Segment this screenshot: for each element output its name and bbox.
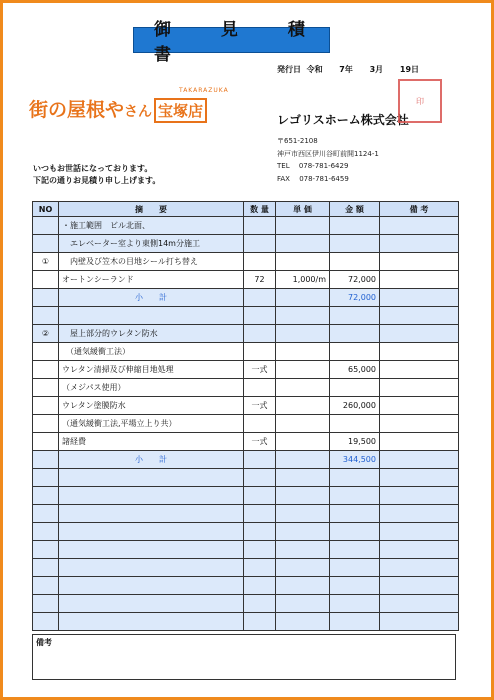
issue-label: 発行日: [277, 65, 301, 74]
table-row: [33, 613, 459, 631]
cell-amount: [330, 505, 380, 523]
cell-quantity: [244, 217, 276, 235]
cell-remarks: [380, 559, 459, 577]
cell-quantity: [244, 469, 276, 487]
cell-amount: 72,000: [330, 271, 380, 289]
cell-description: [59, 307, 244, 325]
cell-remarks: [380, 451, 459, 469]
logo-part-1: 街の屋根: [29, 99, 106, 121]
table-row: [33, 307, 459, 325]
cell-remarks: [380, 253, 459, 271]
cell-quantity: [244, 541, 276, 559]
cell-no: [33, 379, 59, 397]
cell-unit-price: [276, 379, 330, 397]
cell-amount: 344,500: [330, 451, 380, 469]
cell-amount: [330, 343, 380, 361]
cell-description: ・施工範囲 ビル北面、: [59, 217, 244, 235]
table-row: [33, 577, 459, 595]
cell-description: [59, 523, 244, 541]
cell-no: [33, 433, 59, 451]
cell-description: 小 計: [59, 289, 244, 307]
cell-remarks: [380, 325, 459, 343]
cell-quantity: 一式: [244, 433, 276, 451]
table-row: [33, 415, 459, 433]
cell-unit-price: [276, 217, 330, 235]
cell-amount: [330, 217, 380, 235]
table-row: [33, 379, 459, 397]
logo-part-3: さん: [124, 104, 153, 120]
cell-quantity: [244, 559, 276, 577]
cell-remarks: [380, 577, 459, 595]
cell-remarks: [380, 595, 459, 613]
cell-remarks: [380, 469, 459, 487]
cell-description: [59, 595, 244, 613]
cell-unit-price: [276, 307, 330, 325]
cell-no: [33, 415, 59, 433]
cell-unit-price: [276, 235, 330, 253]
cell-no: [33, 217, 59, 235]
cell-unit-price: [276, 505, 330, 523]
cell-amount: [330, 307, 380, 325]
table-row: [33, 217, 459, 235]
table-row: [33, 523, 459, 541]
cell-quantity: [244, 379, 276, 397]
table-row: [33, 325, 459, 343]
greeting: [33, 163, 160, 187]
issue-day: 19日: [399, 65, 420, 74]
cell-unit-price: [276, 541, 330, 559]
cell-no: [33, 451, 59, 469]
cell-no: [33, 523, 59, 541]
cell-no: [33, 289, 59, 307]
cell-quantity: [244, 253, 276, 271]
cell-remarks: [380, 271, 459, 289]
logo-text: [29, 95, 207, 123]
notes-label: 備考: [36, 638, 52, 647]
table-row: [33, 469, 459, 487]
cell-no: [33, 361, 59, 379]
cell-no: [33, 505, 59, 523]
cell-quantity: [244, 451, 276, 469]
cell-quantity: [244, 289, 276, 307]
table-row: [33, 433, 459, 451]
cell-remarks: [380, 361, 459, 379]
cell-unit-price: [276, 559, 330, 577]
logo-part-2: や: [105, 99, 125, 121]
cell-unit-price: [276, 577, 330, 595]
cell-quantity: [244, 325, 276, 343]
cell-amount: [330, 469, 380, 487]
cell-description: [59, 577, 244, 595]
cell-unit-price: [276, 595, 330, 613]
cell-no: [33, 271, 59, 289]
cell-amount: [330, 325, 380, 343]
table-row: [33, 505, 459, 523]
cell-quantity: [244, 595, 276, 613]
cell-quantity: 72: [244, 271, 276, 289]
cell-unit-price: [276, 523, 330, 541]
company-seal: 印: [398, 79, 442, 123]
cell-amount: 19,500: [330, 433, 380, 451]
cell-amount: [330, 577, 380, 595]
cell-unit-price: [276, 451, 330, 469]
cell-no: [33, 343, 59, 361]
cell-description: （通気緩衝工法,平場立上り共）: [59, 415, 244, 433]
cell-quantity: [244, 613, 276, 631]
cell-amount: [330, 253, 380, 271]
cell-unit-price: [276, 415, 330, 433]
cell-amount: [330, 379, 380, 397]
cell-no: [33, 541, 59, 559]
header-quantity: 数 量: [244, 202, 276, 217]
header-remarks: 備 考: [380, 202, 459, 217]
table-row: [33, 271, 459, 289]
cell-no: ①: [33, 253, 59, 271]
cell-quantity: [244, 307, 276, 325]
cell-amount: [330, 595, 380, 613]
cell-description: [59, 613, 244, 631]
table-row: [33, 289, 459, 307]
cell-remarks: [380, 343, 459, 361]
cell-remarks: [380, 415, 459, 433]
cell-unit-price: 1,000/m: [276, 271, 330, 289]
cell-description: [59, 469, 244, 487]
issue-year: 7年: [339, 65, 353, 74]
cell-description: 諸経費: [59, 433, 244, 451]
cell-remarks: [380, 541, 459, 559]
cell-amount: 260,000: [330, 397, 380, 415]
cell-amount: 65,000: [330, 361, 380, 379]
header-amount: 金 額: [330, 202, 380, 217]
cell-no: [33, 577, 59, 595]
cell-quantity: [244, 235, 276, 253]
cell-no: [33, 469, 59, 487]
cell-description: （メジパス使用）: [59, 379, 244, 397]
cell-remarks: [380, 505, 459, 523]
cell-amount: [330, 613, 380, 631]
cell-quantity: [244, 577, 276, 595]
company-address: 神戸市西区伊川谷町前開1124-1: [277, 149, 379, 158]
table-row: [33, 397, 459, 415]
cell-quantity: [244, 343, 276, 361]
logo-part-4: 宝塚店: [154, 98, 207, 123]
table-header-row: [33, 202, 459, 217]
cell-quantity: [244, 487, 276, 505]
cell-amount: 72,000: [330, 289, 380, 307]
cell-quantity: [244, 505, 276, 523]
cell-amount: [330, 487, 380, 505]
cell-no: [33, 235, 59, 253]
cell-quantity: 一式: [244, 397, 276, 415]
cell-quantity: [244, 415, 276, 433]
issue-era: 令和: [306, 65, 323, 74]
cell-remarks: [380, 397, 459, 415]
cell-remarks: [380, 217, 459, 235]
cell-unit-price: [276, 289, 330, 307]
cell-description: [59, 541, 244, 559]
company-fax: FAX 078-781-6459: [277, 174, 349, 183]
cell-remarks: [380, 487, 459, 505]
issue-month: 3月: [369, 65, 384, 74]
header-no: NO: [33, 202, 59, 217]
cell-remarks: [380, 613, 459, 631]
cell-amount: [330, 235, 380, 253]
cell-description: （通気緩衝工法）: [59, 343, 244, 361]
table-row: [33, 235, 459, 253]
cell-unit-price: [276, 343, 330, 361]
cell-description: ウレタン清掃及び伸縮目地処理: [59, 361, 244, 379]
cell-remarks: [380, 289, 459, 307]
cell-no: [33, 397, 59, 415]
cell-no: ②: [33, 325, 59, 343]
cell-description: 内壁及び笠木の目地シール打ち替え: [59, 253, 244, 271]
notes-box: [32, 634, 456, 680]
cell-quantity: [244, 523, 276, 541]
cell-no: [33, 487, 59, 505]
table-row: [33, 487, 459, 505]
cell-unit-price: [276, 469, 330, 487]
cell-description: エレベーター室より東側14m分施工: [59, 235, 244, 253]
table-row: [33, 343, 459, 361]
cell-description: [59, 559, 244, 577]
cell-no: [33, 595, 59, 613]
header-unit-price: 単 価: [276, 202, 330, 217]
logo-subtitle: TAKARAZUKA: [179, 87, 229, 94]
company-postal: 〒651-2108: [277, 137, 318, 145]
cell-unit-price: [276, 325, 330, 343]
table-row: [33, 451, 459, 469]
cell-description: ウレタン塗膜防水: [59, 397, 244, 415]
cell-remarks: [380, 307, 459, 325]
cell-no: [33, 613, 59, 631]
cell-unit-price: [276, 361, 330, 379]
cell-unit-price: [276, 613, 330, 631]
cell-remarks: [380, 379, 459, 397]
document-title: 御 見 積 書: [133, 27, 330, 53]
table-row: [33, 253, 459, 271]
cell-unit-price: [276, 397, 330, 415]
cell-description: 小 計: [59, 451, 244, 469]
header-description: 摘 要: [59, 202, 244, 217]
cell-unit-price: [276, 433, 330, 451]
table-row: [33, 361, 459, 379]
company-name: レゴリスホーム株式会社: [277, 113, 409, 127]
cell-description: [59, 505, 244, 523]
company-tel: TEL 078-781-6429: [277, 162, 349, 170]
cell-no: [33, 307, 59, 325]
greeting-line-2: 下記の通りお見積り申し上げます。: [33, 176, 161, 185]
issue-date: [277, 64, 419, 75]
table-row: [33, 541, 459, 559]
cell-amount: [330, 559, 380, 577]
cell-remarks: [380, 523, 459, 541]
cell-no: [33, 559, 59, 577]
cell-amount: [330, 523, 380, 541]
cell-amount: [330, 541, 380, 559]
cell-description: [59, 487, 244, 505]
cell-amount: [330, 415, 380, 433]
cell-unit-price: [276, 487, 330, 505]
estimate-table: [32, 201, 459, 631]
cell-unit-price: [276, 253, 330, 271]
greeting-line-1: いつもお世話になっております。: [33, 164, 153, 173]
cell-description: 屋上部分的ウレタン防水: [59, 325, 244, 343]
table-row: [33, 559, 459, 577]
cell-quantity: 一式: [244, 361, 276, 379]
cell-remarks: [380, 235, 459, 253]
company-logo: [29, 87, 259, 127]
company-info: [277, 135, 379, 185]
table-row: [33, 595, 459, 613]
cell-description: オートンシーランド: [59, 271, 244, 289]
cell-remarks: [380, 433, 459, 451]
